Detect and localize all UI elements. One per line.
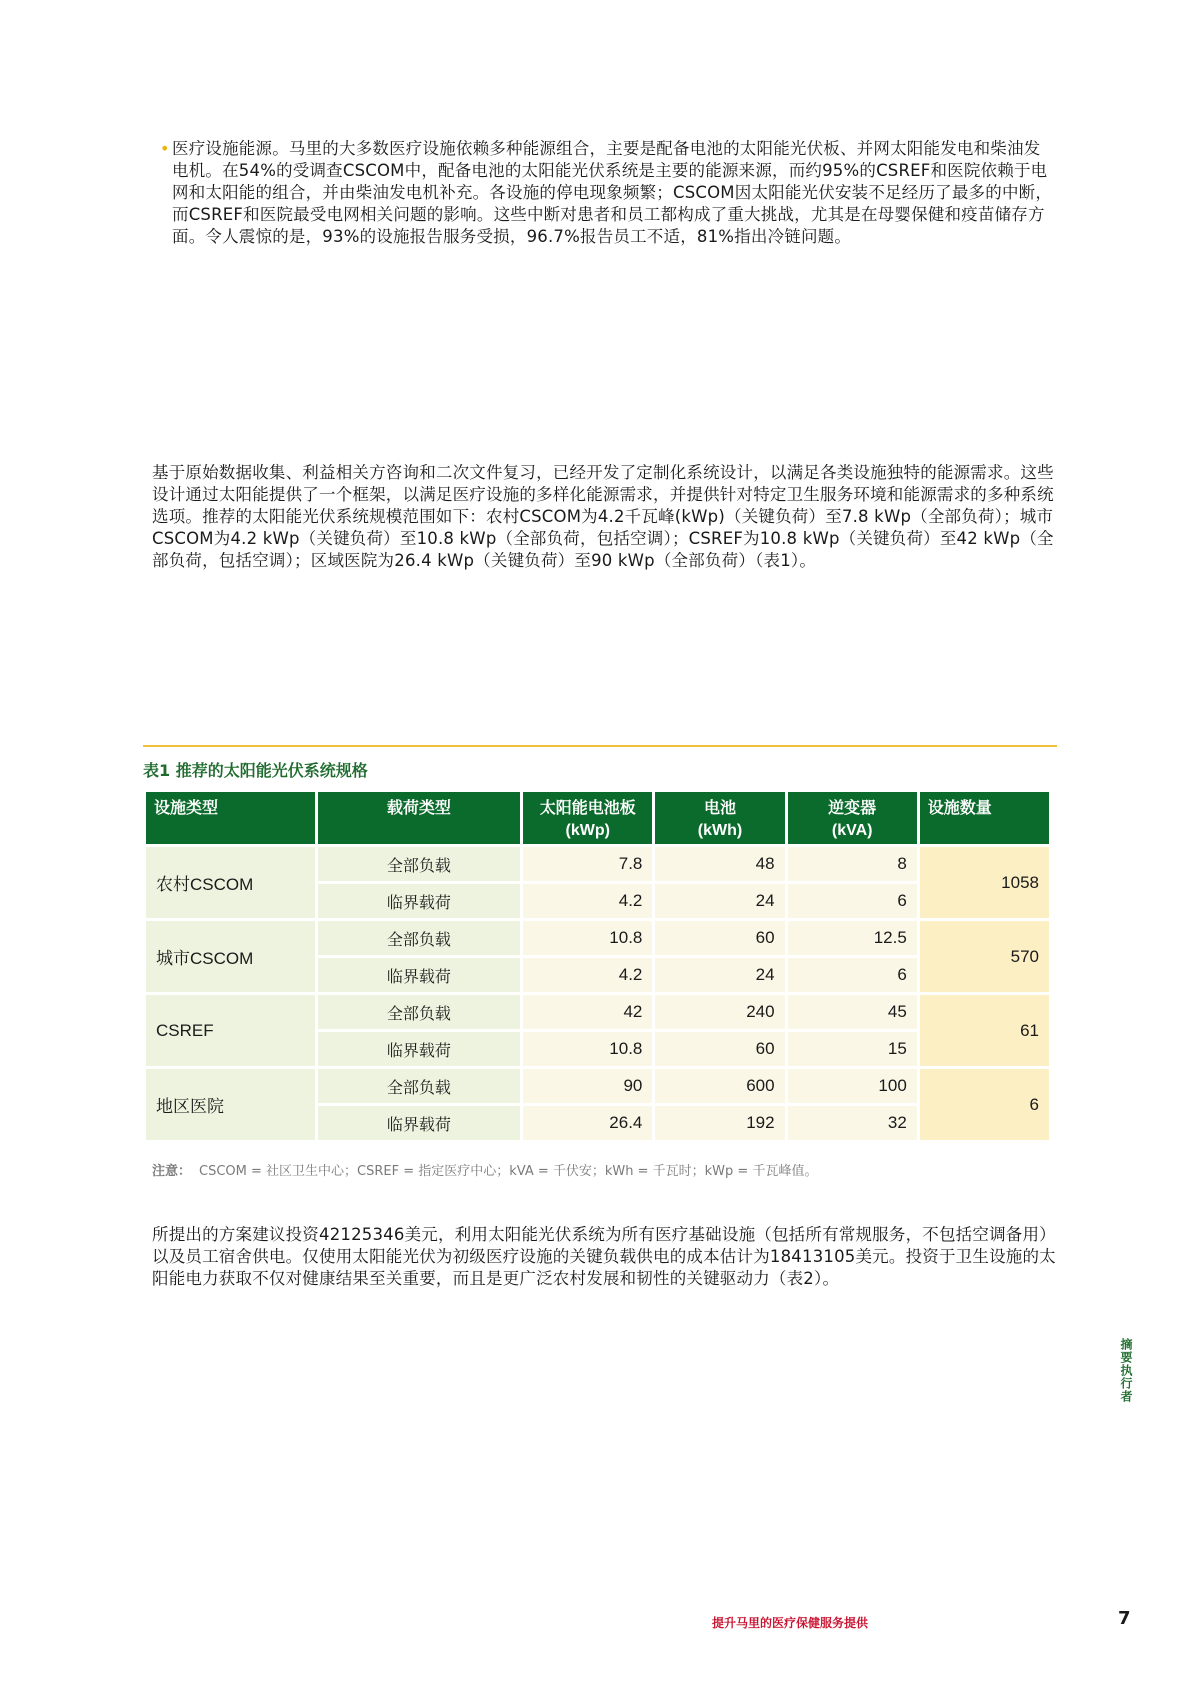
count-cell: 570 <box>920 921 1049 992</box>
load-cell: 临界载荷 <box>318 1106 521 1140</box>
battery-cell: 24 <box>655 958 784 992</box>
header-pv-unit: (kWp) <box>565 822 610 839</box>
count-cell: 1058 <box>920 847 1049 918</box>
bullet-marker: • <box>160 139 170 158</box>
load-cell: 全部负载 <box>318 1069 521 1103</box>
load-cell: 全部负载 <box>318 995 521 1029</box>
pv-cell: 90 <box>523 1069 652 1103</box>
header-inverter-title: 逆变器 <box>828 800 877 817</box>
count-cell: 61 <box>920 995 1049 1066</box>
footer-title: 提升马里的医疗保健服务提供 <box>712 1616 869 1630</box>
pv-cell: 4.2 <box>523 958 652 992</box>
header-pv <box>523 792 652 844</box>
battery-cell: 60 <box>655 1032 784 1066</box>
inverter-cell: 6 <box>788 884 917 918</box>
inverter-cell: 32 <box>788 1106 917 1140</box>
body-paragraph-1: 基于原始数据收集、利益相关方咨询和二次文件复习，已经开发了定制化系统设计，以满足各类设施独特的能源需求。这些设计通过太阳能提供了一个框架，以满足医疗设施的多样化能源需求，并提供针对特定卫生服务环境和能源需求的多种系统选项。推荐的太阳能光伏系统规模范围如下：农村CSCOM为4.2千瓦峰(kWp)（关键负荷）至7.8 kWp（全部负荷）；城市CSCOM为4.2 kWp（关键负荷）至10.8 kWp（全部负荷，包括空调）；CSREF为10.8 kWp（关键负荷）至42 kWp（全部负荷，包括空调）；区域医院为26.4 kWp（关键负荷）至90 kWp（全部负荷）（表1）。 <box>152 463 1054 570</box>
battery-cell: 60 <box>655 921 784 955</box>
inverter-cell: 12.5 <box>788 921 917 955</box>
header-load: 载荷类型 <box>318 792 521 844</box>
table-row <box>146 921 1049 955</box>
pv-cell: 4.2 <box>523 884 652 918</box>
header-battery <box>655 792 784 844</box>
table-header-row <box>146 792 1049 844</box>
table-note <box>152 1160 817 1179</box>
pv-cell: 10.8 <box>523 921 652 955</box>
facility-cell: 农村CSCOM <box>146 847 315 918</box>
pv-cell: 42 <box>523 995 652 1029</box>
load-cell: 临界载荷 <box>318 884 521 918</box>
battery-cell: 24 <box>655 884 784 918</box>
table-row <box>146 847 1049 881</box>
pv-cell: 10.8 <box>523 1032 652 1066</box>
count-cell: 6 <box>920 1069 1049 1140</box>
header-inverter <box>788 792 917 844</box>
facility-cell: 城市CSCOM <box>146 921 315 992</box>
load-cell: 全部负载 <box>318 847 521 881</box>
pv-cell: 26.4 <box>523 1106 652 1140</box>
bullet-text: 医疗设施能源。马里的大多数医疗设施依赖多种能源组合，主要是配备电池的太阳能光伏板、并网太阳能发电和柴油发电机。在54%的受调查CSCOM中，配备电池的太阳能光伏系统是主要的能源来源，而约95%的CSREF和医院依赖于电网和太阳能的组合，并由柴油发电机补充。各设施的停电现象频繁；CSCOM因太阳能光伏安装不足经历了最多的中断，而CSREF和医院最受电网相关问题的影响。这些中断对患者和员工都构成了重大挑战，尤其是在母婴保健和疫苗储存方面。令人震惊的是，93%的设施报告服务受损，96.7%报告员工不适，81%指出冷链问题。 <box>172 139 1053 246</box>
pv-spec-table <box>143 789 1052 1143</box>
load-cell: 全部负载 <box>318 921 521 955</box>
header-inverter-unit: (kVA) <box>831 822 873 839</box>
battery-cell: 192 <box>655 1106 784 1140</box>
table-divider <box>143 745 1057 747</box>
header-battery-title: 电池 <box>703 800 736 817</box>
table-row <box>146 995 1049 1029</box>
inverter-cell: 45 <box>788 995 917 1029</box>
section-side-label: 摘要执行者 <box>1119 1338 1133 1403</box>
battery-cell: 600 <box>655 1069 784 1103</box>
inverter-cell: 8 <box>788 847 917 881</box>
table-caption: 表1 推荐的太阳能光伏系统规格 <box>143 761 368 780</box>
table-row <box>146 1069 1049 1103</box>
facility-cell: 地区医院 <box>146 1069 315 1140</box>
inverter-cell: 6 <box>788 958 917 992</box>
battery-cell: 48 <box>655 847 784 881</box>
header-battery-unit: (kWh) <box>697 822 743 839</box>
inverter-cell: 100 <box>788 1069 917 1103</box>
header-count: 设施数量 <box>920 792 1049 844</box>
header-facility: 设施类型 <box>146 792 315 844</box>
battery-cell: 240 <box>655 995 784 1029</box>
page-number: 7 <box>1118 1608 1131 1629</box>
facility-cell: CSREF <box>146 995 315 1066</box>
table-note-label: 注意： <box>152 1164 192 1179</box>
load-cell: 临界载荷 <box>318 1032 521 1066</box>
pv-cell: 7.8 <box>523 847 652 881</box>
header-pv-title: 太阳能电池板 <box>539 800 636 817</box>
table-note-text: CSCOM = 社区卫生中心；CSREF = 指定医疗中心；kVA = 千伏安；kWh = 千瓦时；kWp = 千瓦峰值。 <box>199 1164 818 1179</box>
body-paragraph-2: 所提出的方案建议投资42125346美元，利用太阳能光伏系统为所有医疗基础设施（包括所有常规服务，不包括空调备用）以及员工宿舍供电。仅使用太阳能光伏为初级医疗设施的关键负载供电的成本估计为18413105美元。投资于卫生设施的太阳能电力获取不仅对健康结果至关重要，而且是更广泛农村发展和韧性的关键驱动力（表2）。 <box>152 1225 1056 1288</box>
load-cell: 临界载荷 <box>318 958 521 992</box>
bullet-paragraph <box>160 138 1057 248</box>
inverter-cell: 15 <box>788 1032 917 1066</box>
